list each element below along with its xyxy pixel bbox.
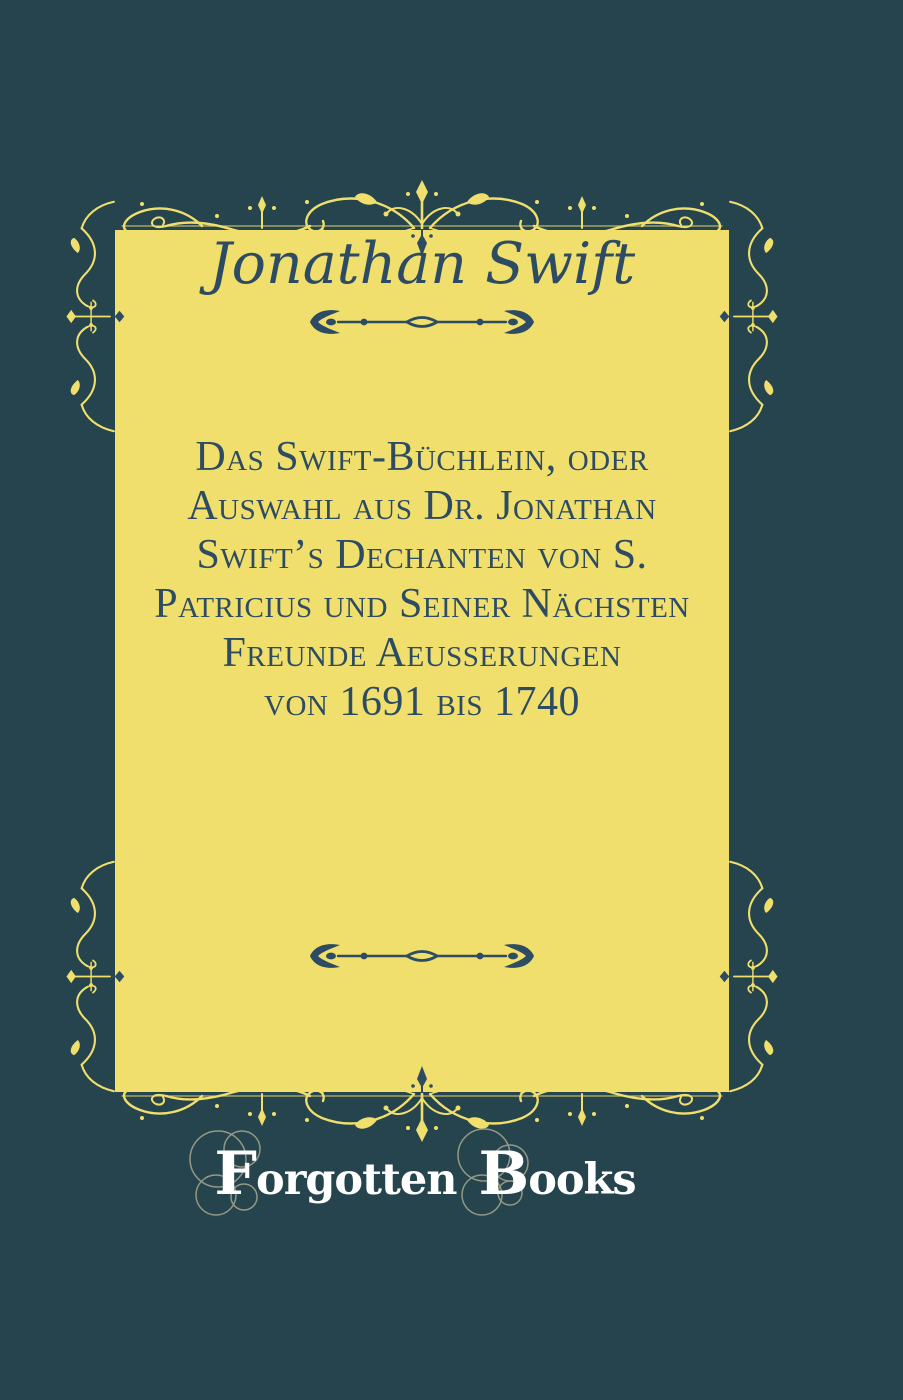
footer-divider xyxy=(115,939,729,978)
title-line: Patricius und Seiner Nächsten xyxy=(154,581,690,627)
title-line: Das Swift-Büchlein, oder xyxy=(195,434,649,480)
author-divider xyxy=(115,305,729,344)
title-line: Swift’s Dechanten von S. xyxy=(196,532,648,578)
publisher-word-books xyxy=(478,1139,635,1209)
side-flourish-top-right-icon xyxy=(723,198,779,435)
side-flourish-bottom-right-icon xyxy=(723,858,779,1095)
side-flourish-top-left-icon xyxy=(65,198,121,435)
publisher-word-label: Books xyxy=(478,1139,636,1209)
arrow-rule-divider-icon xyxy=(310,305,534,339)
publisher-word-label: Forgotten xyxy=(214,1139,457,1209)
book-title xyxy=(95,433,749,727)
title-line: Freunde Aeusserungen xyxy=(222,630,622,676)
publisher-logo xyxy=(0,1139,850,1209)
title-line: von 1691 bis 1740 xyxy=(264,679,580,725)
publisher-word-forgotten xyxy=(214,1139,456,1209)
arrow-rule-divider-icon xyxy=(310,939,534,973)
author-name: Jonathan Swift xyxy=(208,231,636,297)
title-line: Auswahl aus Dr. Jonathan xyxy=(187,483,657,529)
side-flourish-bottom-left-icon xyxy=(65,858,121,1095)
